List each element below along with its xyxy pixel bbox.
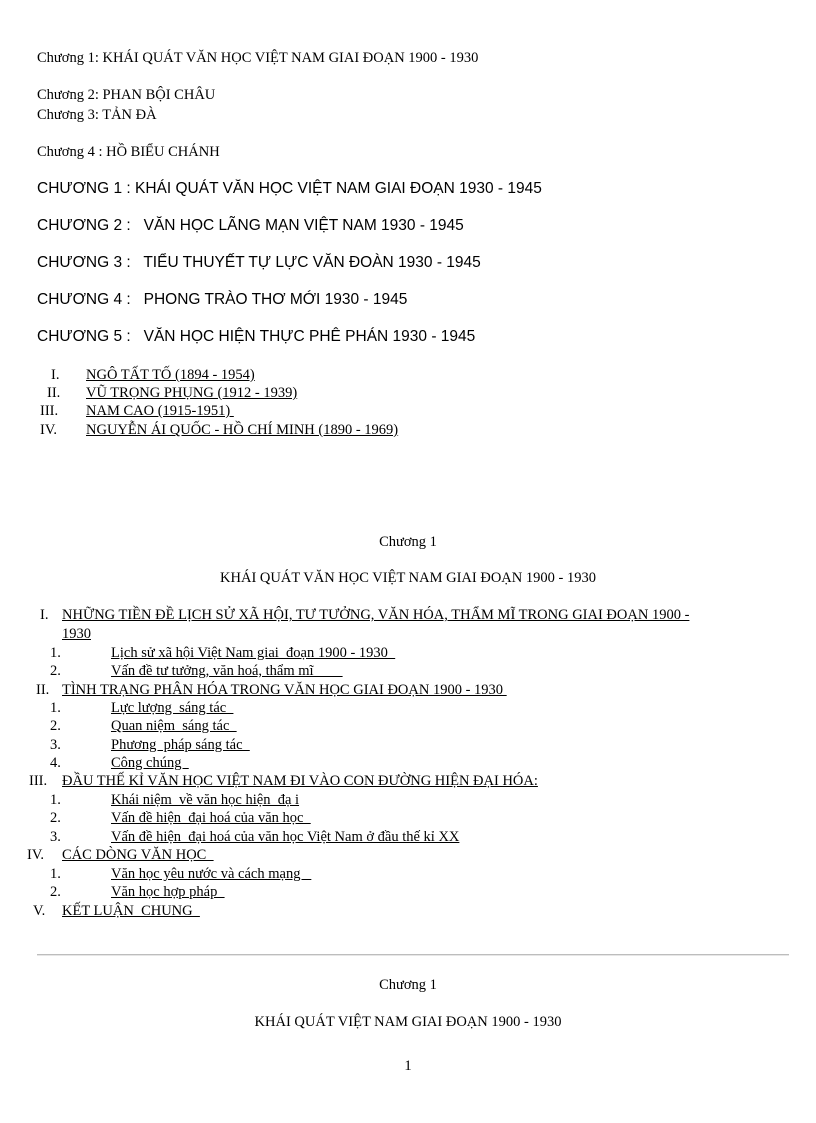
toc-chapter-title: KHÁI QUÁT VĂN HỌC VIỆT NAM GIAI ĐOẠN 1900 - 1930: [220, 570, 596, 586]
toc-item-number: 1.: [50, 700, 61, 716]
author-link-ho-chi-minh[interactable]: NGUYỄN ÁI QUỐC - HỒ CHÍ MINH (1890 - 1969): [86, 422, 399, 438]
section-chapter-4: CHƯƠNG 4 : PHONG TRÀO THƠ MỚI 1930 - 1945: [37, 291, 408, 308]
toc-item-number: 1.: [50, 866, 61, 882]
author-numeral: II.: [47, 385, 61, 401]
toc-item-link[interactable]: Lịch sử xã hội Việt Nam giai đoạn 1900 - 1930: [111, 645, 396, 661]
toc-section-5-link[interactable]: KẾT LUẬN CHUNG: [62, 903, 200, 919]
toc-section-3-link[interactable]: ĐẦU THẾ KỈ VĂN HỌC VIỆT NAM ĐI VÀO CON ĐƯỜNG HIỆN ĐẠI HÓA:: [62, 773, 538, 789]
section-chapter-3: CHƯƠNG 3 : TIỂU THUYẾT TỰ LỰC VĂN ĐOÀN 1930 - 1945: [37, 254, 481, 271]
toc-item-link[interactable]: Quan niệm sáng tác: [111, 718, 237, 734]
overview-chapter-3: Chương 3: TẢN ĐÀ: [37, 107, 157, 123]
page-number: 1: [404, 1058, 412, 1074]
section-chapter-1: CHƯƠNG 1 : KHÁI QUÁT VĂN HỌC VIỆT NAM GIAI ĐOẠN 1930 - 1945: [37, 180, 542, 197]
toc-item-number: 2.: [50, 810, 61, 826]
toc-item-number: 4.: [50, 755, 61, 771]
toc-item-number: 3.: [50, 829, 61, 845]
toc-section-2-link[interactable]: TÌNH TRẠNG PHÂN HÓA TRONG VĂN HỌC GIAI ĐOẠN 1900 - 1930: [62, 682, 507, 698]
toc-section-numeral: I.: [40, 607, 49, 623]
toc-item-number: 1.: [50, 645, 61, 661]
section-chapter-2: CHƯƠNG 2 : VĂN HỌC LÃNG MẠN VIỆT NAM 1930 - 1945: [37, 217, 464, 234]
toc-section-numeral: IV.: [27, 847, 45, 863]
toc-item-number: 2.: [50, 718, 61, 734]
toc-item-link[interactable]: Vấn đề hiện đại hoá của văn học: [111, 810, 311, 826]
toc-section-numeral: III.: [29, 773, 48, 789]
toc-section-numeral: V.: [33, 903, 46, 919]
toc-chapter-heading: Chương 1: [379, 534, 437, 550]
author-numeral: III.: [40, 403, 59, 419]
page-divider: [37, 954, 789, 956]
author-link-ngo-tat-to[interactable]: NGÔ TẤT TỐ (1894 - 1954): [86, 367, 255, 383]
toc-item-link[interactable]: Văn học yêu nước và cách mạng: [111, 866, 312, 882]
toc-item-number: 2.: [50, 884, 61, 900]
overview-chapter-2: Chương 2: PHAN BỘI CHÂU: [37, 87, 216, 103]
toc-section-4-link[interactable]: CÁC DÒNG VĂN HỌC: [62, 847, 214, 863]
toc-item-number: 3.: [50, 737, 61, 753]
toc-item-link[interactable]: Vấn đề hiện đại hoá của văn học Việt Nam ở đầu thế kỉ XX: [111, 829, 460, 845]
body-chapter-heading: Chương 1: [379, 977, 437, 993]
section-chapter-5: CHƯƠNG 5 : VĂN HỌC HIỆN THỰC PHÊ PHÁN 1930 - 1945: [37, 328, 476, 345]
overview-chapter-4: Chương 4 : HỒ BIỂU CHÁNH: [37, 144, 220, 160]
toc-section-numeral: II.: [36, 682, 50, 698]
overview-chapter-1: Chương 1: KHÁI QUÁT VĂN HỌC VIỆT NAM GIAI ĐOẠN 1900 - 1930: [37, 50, 479, 66]
author-numeral: I.: [51, 367, 60, 383]
toc-section-1-link-cont[interactable]: 1930: [62, 626, 91, 642]
body-chapter-title: KHÁI QUÁT VIỆT NAM GIAI ĐOẠN 1900 - 1930: [254, 1014, 562, 1030]
toc-item-link[interactable]: Lực lượng sáng tác: [111, 700, 234, 716]
toc-item-link[interactable]: Công chúng: [111, 755, 189, 771]
author-link-vu-trong-phung[interactable]: VŨ TRỌNG PHỤNG (1912 - 1939): [86, 385, 298, 401]
toc-item-link[interactable]: Văn học hợp pháp: [111, 884, 225, 900]
toc-item-number: 1.: [50, 792, 61, 808]
toc-item-link[interactable]: Phương pháp sáng tác: [111, 737, 250, 753]
toc-item-number: 2.: [50, 663, 61, 679]
toc-item-link[interactable]: Khái niệm về văn học hiện đạ i: [111, 792, 300, 808]
author-numeral: IV.: [40, 422, 58, 438]
toc-item-link[interactable]: Vấn đề tư tưởng, văn hoá, thẩm mĩ: [111, 663, 343, 679]
author-link-nam-cao[interactable]: NAM CAO (1915-1951): [86, 403, 234, 419]
toc-section-1-link[interactable]: NHỮNG TIỀN ĐỀ LỊCH SỬ XÃ HỘI, TƯ TƯỞNG, VĂN HÓA, THẨM MĨ TRONG GIAI ĐOẠN 1900 -: [62, 607, 690, 623]
